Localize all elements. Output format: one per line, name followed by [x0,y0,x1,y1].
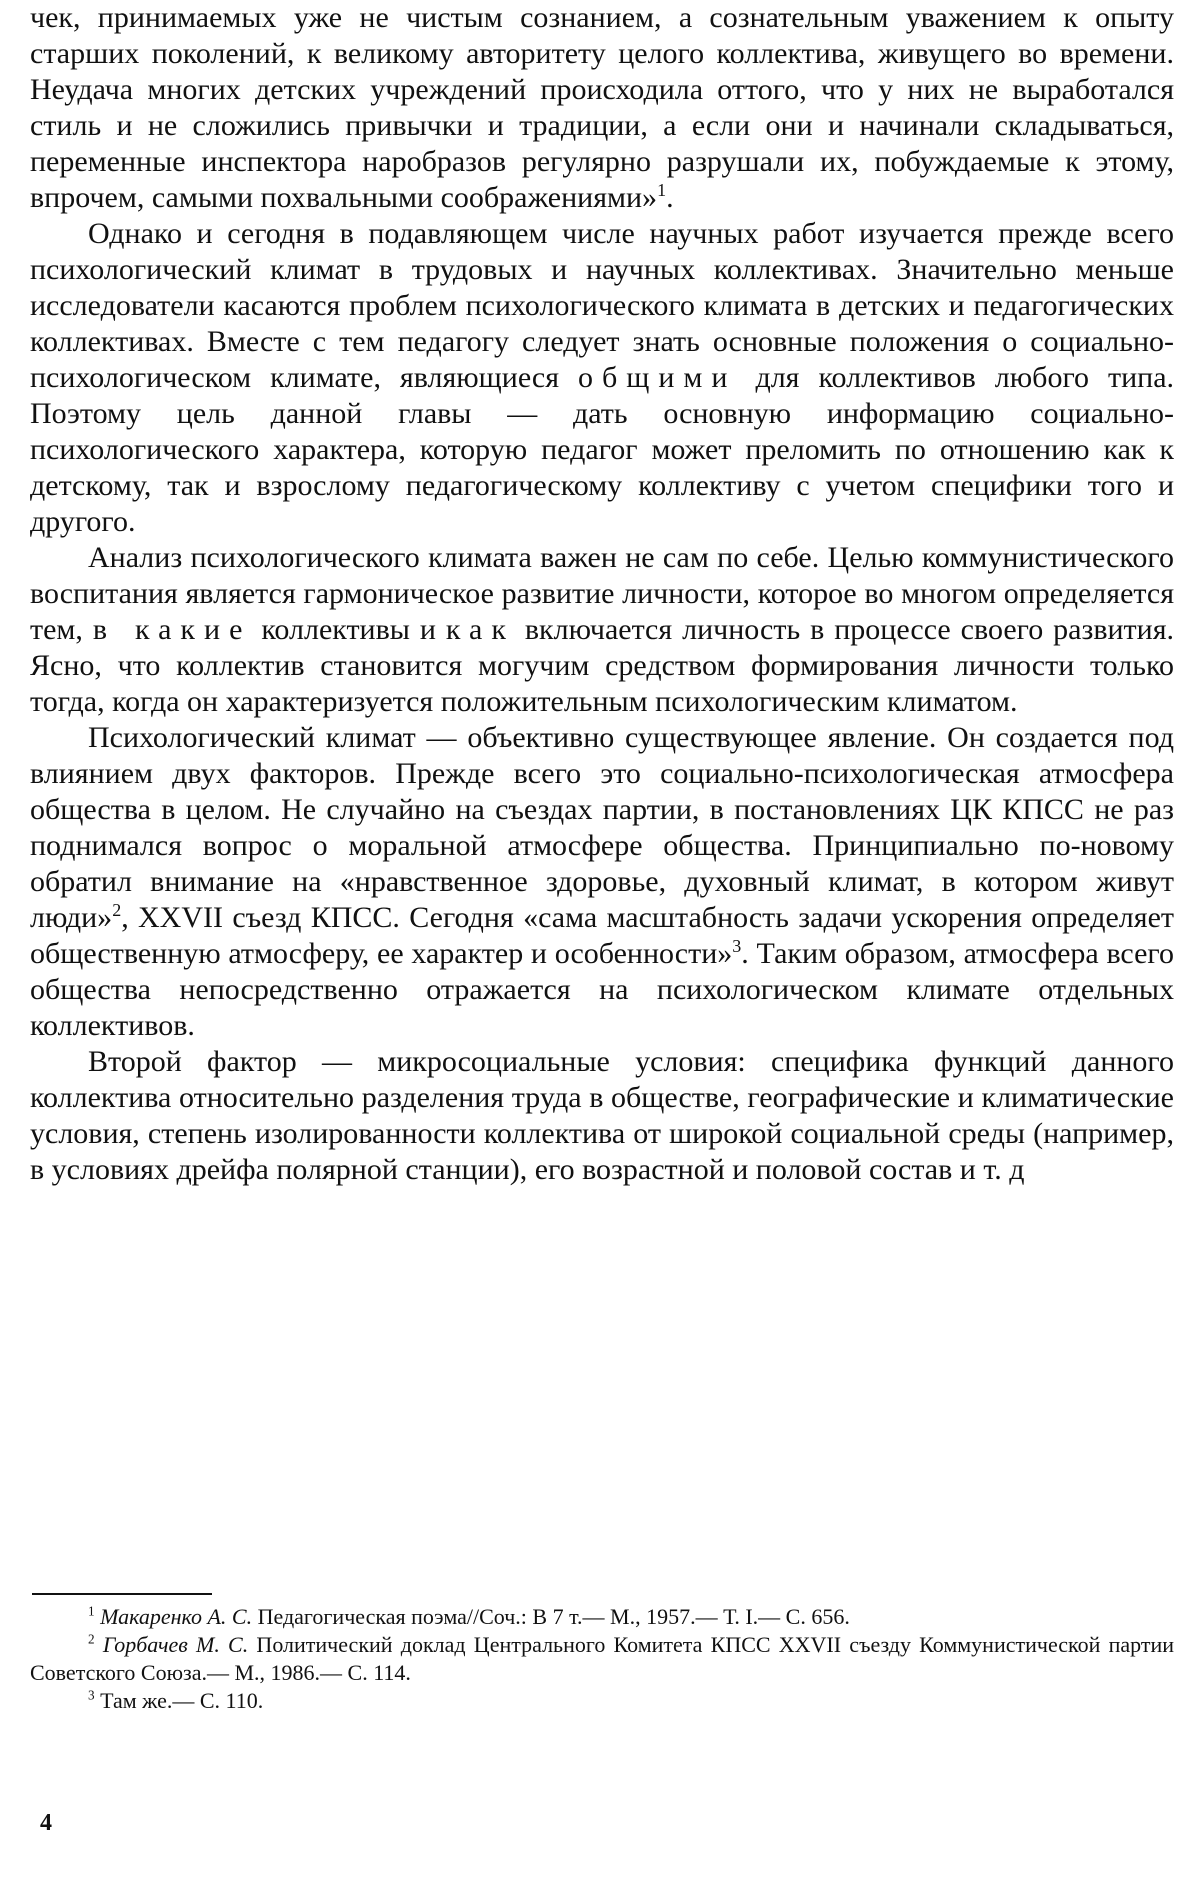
paragraph-3-emphasis-1: в какие [92,613,252,646]
footnote-3 [30,1687,1174,1715]
paragraph-5-text: Второй фактор — микросоциальные условия: специфика функций данного коллектива относительно разделения труда в обществе, географические и климатические условия, степень изолированности коллектива от широкой социальной среды (например, в условиях дрейфа полярной станции), его возрастной и половой состав и т. д [30,1045,1174,1186]
footnote-text: Там же.— С. 110. [100,1688,264,1713]
paragraph-3-text-a: Анализ психологического климата важен не сам по себе. Целью коммунистического воспитания является гармоническое развитие личности, которое во многом определяется тем, [30,541,1174,646]
paragraph-2-emphasis: общими [578,361,737,394]
footnote-separator [32,1593,212,1595]
paragraph-4-text-a: Психологический климат — объективно существующее явление. Он создается под влиянием двух факторов. Прежде всего это социально-психологическая атмосфера общества в целом. Не случайно на съездах партии, в постановлениях ЦК КПСС не раз поднимался вопрос о моральной атмосфере общества. Принципиально по-новому обратил внимание на «нравственное здоровье, духовный климат, в котором живут люди» [30,721,1174,934]
footnote-ref-2: 2 [112,900,122,920]
footnote-text: Педагогическая поэма//Соч.: В 7 т.— М., 1957.— Т. I.— С. 656. [252,1604,850,1629]
footnote-text: Политический доклад Центрального Комитета КПСС XXVII съезду Коммунистической партии Советского Союза.— М., 1986.— С. 114. [30,1632,1174,1685]
footnotes [30,1603,1174,1715]
paragraph-2-text-a: Однако и сегодня в подавляющем числе научных работ изучается прежде всего психологический климат в трудовых и научных коллективах. Значительно меньше исследователи касаются проблем психологического климата в детских и педагогических коллективах. Вместе с тем педагогу следует знать основные положения о социально-психологическом климате, являющиеся [30,217,1174,394]
paragraph-1-end: . [666,181,674,214]
paragraph-3 [30,540,1174,720]
paragraph-4-text-c: . Таким образом, атмосфера всего общества непосредственно отражается на психологическом климате отдельных коллективов. [30,937,1174,1042]
footnote-1 [30,1603,1174,1631]
paragraph-4-text-b: , XXVII съезд КПСС. Сегодня «сама масштабность задачи ускорения определяет общественную атмосферу, ее характер и особенности» [30,901,1174,970]
footnote-mark: 1 [88,1603,95,1619]
footnote-ref-1: 1 [657,180,667,200]
paragraph-4 [30,720,1174,1044]
footnote-author: Горбачев М. С. [102,1632,249,1657]
paragraph-3-text-c: включается личность в процессе своего развития. Ясно, что коллектив становится могучим средством формирования личности только тогда, когда он характеризуется положительным психологическим климатом. [30,613,1175,718]
paragraph-2 [30,216,1174,540]
footnote-mark: 2 [88,1631,95,1647]
paragraph-2-text-b: для коллективов любого типа. Поэтому цель данной главы — дать основную информацию социально-психологического характера, которую педагог может преломить по отношению как к детскому, так и взрослому педагогическому коллективу с учетом специфики того и другого. [30,361,1175,538]
paragraph-3-emphasis-2: как [445,613,515,646]
footnote-mark: 3 [88,1687,95,1703]
footnote-ref-3: 3 [732,936,742,956]
footnote-2 [30,1631,1174,1687]
main-text [30,0,1174,1188]
paragraph-1 [30,0,1174,216]
footnote-author: Макаренко А. С. [100,1604,253,1629]
page-number: 4 [40,1810,52,1836]
paragraph-1-text: чек, принимаемых уже не чистым сознанием, а сознательным уважением к опыту старших поколений, к великому авторитету целого коллектива, живущего во времени. Неудача многих детских учреждений происходила оттого, что у них не выработался стиль и не сложились привычки и традиции, а если они и начинали складываться, переменные инспектора наробразов регулярно разрушали их, побуждаемые к этому, впрочем, самыми похвальными соображениями» [30,1,1174,214]
paragraph-5 [30,1044,1174,1188]
paragraph-3-text-b: коллективы и [251,613,446,646]
